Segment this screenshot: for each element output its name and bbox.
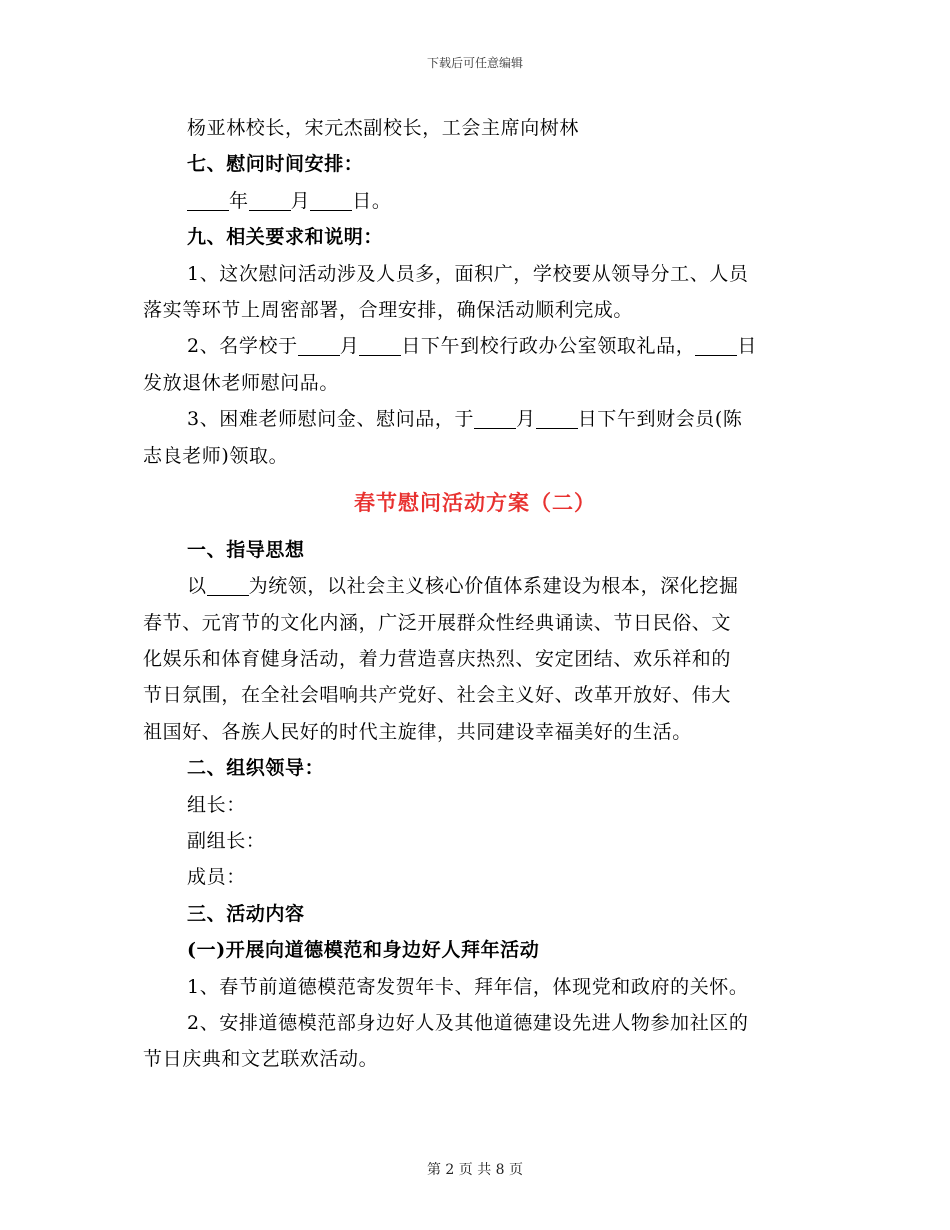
blank-req2-day — [359, 335, 401, 356]
date-line — [143, 183, 807, 219]
req3-part-a: 3、困难老师慰问金、慰问品，于 — [187, 408, 475, 431]
req2-part-a: 2、名学校于 — [187, 335, 298, 358]
requirements-heading: 九、相关要求和说明： — [187, 226, 384, 249]
blank-req2-month — [298, 335, 340, 356]
req2-part-c: 日下午到校行政办公室领取礼品， — [401, 335, 696, 358]
page-number: 第 2 页 共 8 页 — [426, 1162, 524, 1178]
guiding-line2: 春节、元宵节的文化内涵，广泛开展群众性经典诵读、节日民俗、文 — [143, 611, 732, 634]
organization-heading: 二、组织领导： — [187, 757, 325, 780]
activity-item2-line1: 2、安排道德模范部身边好人及其他道德建设先进人物参加社区的 — [187, 1011, 749, 1034]
blank-req3-month — [474, 408, 516, 429]
req3-part-b: 月 — [516, 408, 536, 431]
req2-line2: 发放退休老师慰问品。 — [143, 371, 340, 394]
document-title: 春节慰问活动方案（二） — [354, 489, 596, 515]
blank-req3-day — [536, 408, 578, 429]
req2-line1 — [143, 328, 807, 364]
guiding-line5: 祖国好、各族人民好的时代主旋律，共同建设幸福美好的生活。 — [143, 720, 692, 743]
guiding-line1 — [143, 568, 807, 604]
req3-line1 — [143, 401, 807, 437]
guiding-line4: 节日氛围，在全社会唱响共产党好、社会主义好、改革开放好、伟大 — [143, 684, 732, 707]
req3-part-c: 日下午到财会员(陈 — [577, 408, 743, 431]
req1-line1: 1、这次慰问活动涉及人员多，面积广，学校要从领导分工、人员 — [187, 262, 749, 285]
activity-item1: 1、春节前道德模范寄发贺年卡、拜年信，体现党和政府的关怀。 — [187, 975, 749, 998]
members-line: 成员： — [187, 866, 246, 889]
date-day-label: 日。 — [352, 189, 392, 212]
req3-line2: 志良老师)领取。 — [143, 444, 289, 467]
document-body — [143, 110, 807, 1078]
blank-day — [310, 190, 352, 211]
guiding-heading: 一、指导思想 — [187, 538, 305, 561]
req1-line2: 落实等环节上周密部署，合理安排，确保活动顺利完成。 — [143, 298, 634, 321]
leader-line: 组长： — [187, 793, 246, 816]
guiding-part-a: 以 — [187, 575, 207, 598]
activity-item2-line2: 节日庆典和文艺联欢活动。 — [143, 1048, 379, 1071]
guiding-part-b: 为统领，以社会主义核心价值体系建设为根本，深化挖掘 — [248, 575, 739, 598]
date-year-label: 年 — [229, 189, 249, 212]
blank-req2-day2 — [695, 335, 737, 356]
page-header: 下载后可任意编辑 — [426, 56, 523, 70]
activities-heading: 三、活动内容 — [187, 902, 305, 925]
vice-leader-line: 副组长： — [187, 830, 266, 853]
date-month-label: 月 — [290, 189, 311, 212]
activity-subheading: (一)开展向道德模范和身边好人拜年活动 — [187, 939, 540, 962]
time-heading: 七、慰问时间安排： — [187, 153, 364, 176]
guiding-line3: 化娱乐和体育健身活动，着力营造喜庆热烈、安定团结、欢乐祥和的 — [143, 648, 732, 671]
blank-guiding — [207, 575, 249, 596]
leaders-line: 杨亚林校长，宋元杰副校长，工会主席向树林 — [187, 117, 580, 139]
blank-year — [187, 190, 229, 211]
req2-part-b: 月 — [339, 335, 360, 358]
blank-month — [249, 190, 291, 211]
req2-part-d: 日 — [737, 335, 757, 358]
